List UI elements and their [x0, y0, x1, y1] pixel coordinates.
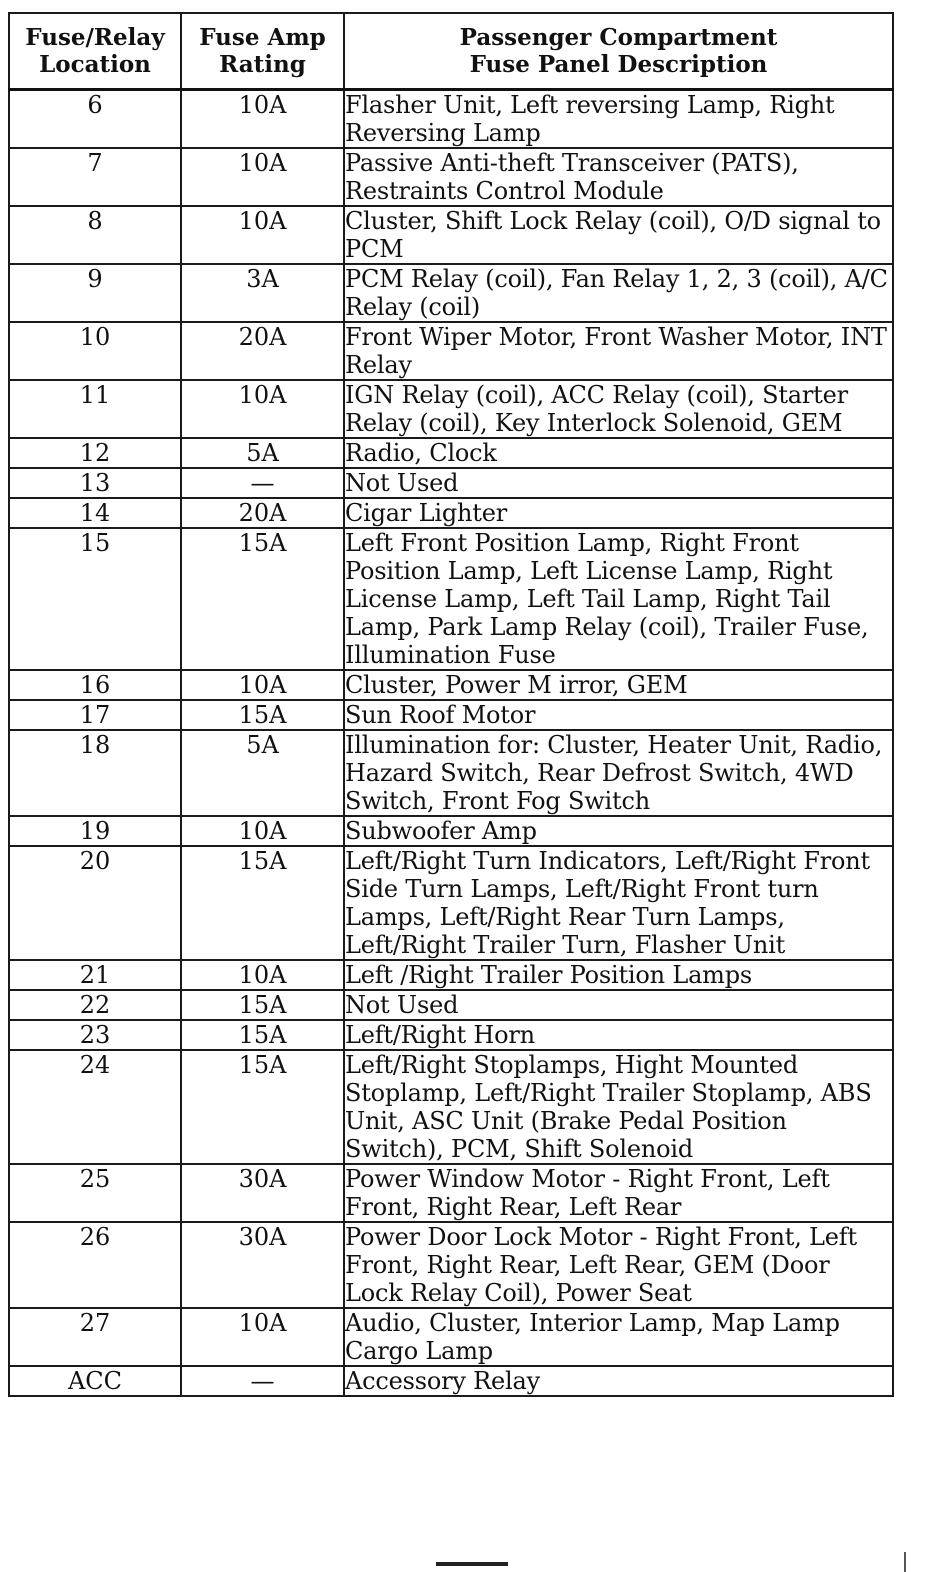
fuse-location-cell: 17: [9, 700, 181, 730]
fuse-location-cell: 8: [9, 206, 181, 264]
fuse-description-cell: Not Used: [344, 468, 893, 498]
fuse-description-cell: Left/Right Turn Indicators, Left/Right Front Side Turn Lamps, Left/Right Front turn Lamps, Left/Right Rear Turn Lamps, Left/Right Trailer Turn, Flasher Unit: [344, 846, 893, 960]
page-edge-mark: [904, 1552, 906, 1572]
fuse-table: [8, 12, 894, 1397]
table-row: [9, 438, 893, 468]
fuse-rating-cell: 10A: [181, 90, 344, 149]
table-row: [9, 960, 893, 990]
fuse-description-cell: Flasher Unit, Left reversing Lamp, Right Reversing Lamp: [344, 90, 893, 149]
fuse-location-cell: 12: [9, 438, 181, 468]
fuse-location-cell: 22: [9, 990, 181, 1020]
fuse-rating-cell: 20A: [181, 498, 344, 528]
fuse-description-cell: Illumination for: Cluster, Heater Unit, Radio, Hazard Switch, Rear Defrost Switch, 4WD Switch, Front Fog Switch: [344, 730, 893, 816]
fuse-description-cell: Accessory Relay: [344, 1366, 893, 1396]
table-row: [9, 148, 893, 206]
fuse-rating-cell: 10A: [181, 960, 344, 990]
fuse-description-cell: Power Door Lock Motor - Right Front, Left Front, Right Rear, Left Rear, GEM (Door Lock Relay Coil), Power Seat: [344, 1222, 893, 1308]
table-row: [9, 1222, 893, 1308]
fuse-rating-cell: 10A: [181, 670, 344, 700]
header-desc-line2: Fuse Panel Description: [469, 51, 768, 78]
header-location: [9, 13, 181, 90]
fuse-rating-cell: 15A: [181, 990, 344, 1020]
fuse-rating-cell: 15A: [181, 528, 344, 670]
table-row: [9, 730, 893, 816]
fuse-description-cell: Passive Anti-theft Transceiver (PATS), Restraints Control Module: [344, 148, 893, 206]
fuse-description-cell: Left/Right Stoplamps, Hight Mounted Stoplamp, Left/Right Trailer Stoplamp, ABS Unit, ASC Unit (Brake Pedal Position Switch), PCM, Shift Solenoid: [344, 1050, 893, 1164]
fuse-rating-cell: 30A: [181, 1222, 344, 1308]
table-row: [9, 528, 893, 670]
fuse-location-cell: 15: [9, 528, 181, 670]
table-row: [9, 1366, 893, 1396]
fuse-location-cell: 21: [9, 960, 181, 990]
fuse-description-cell: Audio, Cluster, Interior Lamp, Map Lamp Cargo Lamp: [344, 1308, 893, 1366]
header-desc-line1: Passenger Compartment: [459, 24, 778, 51]
fuse-description-cell: Cluster, Power M irror, GEM: [344, 670, 893, 700]
table-row: [9, 1308, 893, 1366]
fuse-location-cell: 10: [9, 322, 181, 380]
fuse-rating-cell: 10A: [181, 816, 344, 846]
fuse-rating-cell: 5A: [181, 438, 344, 468]
header-description: [344, 13, 893, 90]
fuse-description-cell: Front Wiper Motor, Front Washer Motor, INT Relay: [344, 322, 893, 380]
fuse-location-cell: 7: [9, 148, 181, 206]
fuse-location-cell: 11: [9, 380, 181, 438]
fuse-location-cell: 27: [9, 1308, 181, 1366]
header-rating: [181, 13, 344, 90]
fuse-rating-cell: —: [181, 468, 344, 498]
table-row: [9, 264, 893, 322]
fuse-location-cell: 13: [9, 468, 181, 498]
fuse-rating-cell: 10A: [181, 1308, 344, 1366]
fuse-rating-cell: 10A: [181, 148, 344, 206]
fuse-description-cell: IGN Relay (coil), ACC Relay (coil), Starter Relay (coil), Key Interlock Solenoid, GEM: [344, 380, 893, 438]
fuse-location-cell: 6: [9, 90, 181, 149]
table-row: [9, 498, 893, 528]
fuse-location-cell: 19: [9, 816, 181, 846]
table-header: [9, 13, 893, 90]
table-row: [9, 670, 893, 700]
fuse-location-cell: 24: [9, 1050, 181, 1164]
table-row: [9, 1164, 893, 1222]
fuse-rating-cell: 15A: [181, 1020, 344, 1050]
fuse-description-cell: Cigar Lighter: [344, 498, 893, 528]
fuse-location-cell: 20: [9, 846, 181, 960]
fuse-description-cell: Power Window Motor - Right Front, Left Front, Right Rear, Left Rear: [344, 1164, 893, 1222]
fuse-description-cell: Cluster, Shift Lock Relay (coil), O/D signal to PCM: [344, 206, 893, 264]
fuse-rating-cell: 15A: [181, 1050, 344, 1164]
fuse-rating-cell: 30A: [181, 1164, 344, 1222]
table-row: [9, 206, 893, 264]
fuse-location-cell: 23: [9, 1020, 181, 1050]
fuse-rating-cell: 5A: [181, 730, 344, 816]
table-row: [9, 700, 893, 730]
fuse-rating-cell: 10A: [181, 206, 344, 264]
fuse-rating-cell: 15A: [181, 700, 344, 730]
table-row: [9, 322, 893, 380]
header-rating-line2: Rating: [219, 51, 306, 78]
table-row: [9, 90, 893, 149]
fuse-rating-cell: 10A: [181, 380, 344, 438]
fuse-location-cell: ACC: [9, 1366, 181, 1396]
fuse-rating-cell: 15A: [181, 846, 344, 960]
fuse-location-cell: 25: [9, 1164, 181, 1222]
fuse-rating-cell: 3A: [181, 264, 344, 322]
table-row: [9, 816, 893, 846]
table-row: [9, 468, 893, 498]
table-row: [9, 990, 893, 1020]
fuse-location-cell: 16: [9, 670, 181, 700]
fuse-description-cell: Sun Roof Motor: [344, 700, 893, 730]
fuse-description-cell: Left Front Position Lamp, Right Front Position Lamp, Left License Lamp, Right License Lamp, Left Tail Lamp, Right Tail Lamp, Park Lamp Relay (coil), Trailer Fuse, Illumination Fuse: [344, 528, 893, 670]
table-body: [9, 90, 893, 1397]
header-rating-line1: Fuse Amp: [199, 24, 326, 51]
fuse-description-cell: Subwoofer Amp: [344, 816, 893, 846]
table-row: [9, 380, 893, 438]
fuse-location-cell: 18: [9, 730, 181, 816]
header-location-line1: Fuse/Relay: [25, 24, 165, 51]
fuse-location-cell: 9: [9, 264, 181, 322]
fuse-rating-cell: —: [181, 1366, 344, 1396]
document-page: [8, 12, 892, 1397]
fuse-description-cell: PCM Relay (coil), Fan Relay 1, 2, 3 (coil), A/C Relay (coil): [344, 264, 893, 322]
fuse-rating-cell: 20A: [181, 322, 344, 380]
header-location-line2: Location: [39, 51, 151, 78]
fuse-location-cell: 14: [9, 498, 181, 528]
page-bottom-mark: [436, 1562, 508, 1566]
table-row: [9, 1020, 893, 1050]
table-row: [9, 1050, 893, 1164]
fuse-description-cell: Radio, Clock: [344, 438, 893, 468]
table-row: [9, 846, 893, 960]
fuse-location-cell: 26: [9, 1222, 181, 1308]
fuse-description-cell: Left/Right Horn: [344, 1020, 893, 1050]
fuse-description-cell: Not Used: [344, 990, 893, 1020]
fuse-description-cell: Left /Right Trailer Position Lamps: [344, 960, 893, 990]
